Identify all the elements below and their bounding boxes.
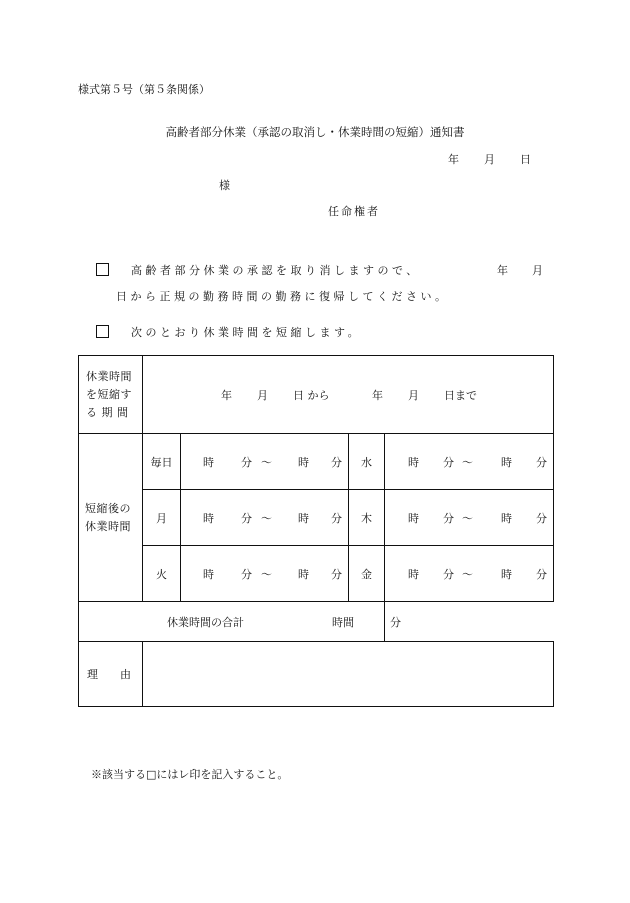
day-label: 火 xyxy=(143,546,181,602)
schedule-row xyxy=(79,490,554,546)
minute-unit: 分 xyxy=(536,455,547,469)
hour-unit: 時 xyxy=(501,567,512,581)
hour-unit: 時 xyxy=(203,511,214,525)
total-hours-unit: 時間 xyxy=(332,615,354,629)
total-label: 休業時間の合計 xyxy=(167,615,244,629)
minute-unit: 分 xyxy=(443,567,454,581)
option2-checkbox[interactable] xyxy=(96,325,109,338)
time-range-field[interactable] xyxy=(181,434,349,490)
hour-unit: 時 xyxy=(408,567,419,581)
date-month: 月 xyxy=(484,153,495,166)
minute-unit: 分 xyxy=(241,511,252,525)
day-label: 水 xyxy=(349,434,385,490)
day-label: 毎日 xyxy=(143,434,181,490)
period-header-line: 休業時間 xyxy=(86,369,132,383)
issue-date xyxy=(448,151,531,167)
date-year: 年 xyxy=(448,153,459,166)
range-tilde: ～ xyxy=(261,511,272,525)
total-minutes-unit: 分 xyxy=(390,615,401,629)
hour-unit: 時 xyxy=(501,511,512,525)
minute-unit: 分 xyxy=(536,567,547,581)
minute-unit: 分 xyxy=(536,511,547,525)
schedule-row xyxy=(79,546,554,602)
option1-text-line2: 日から正規の勤務時間の勤務に復帰してください。 xyxy=(116,290,450,303)
time-range-field[interactable] xyxy=(385,434,554,490)
date-day: 日 xyxy=(520,153,531,166)
range-tilde: ～ xyxy=(462,511,473,525)
form-number: 様式第５号（第５条関係） xyxy=(78,83,210,96)
option1-text: 高齢者部分休業の承認を取り消しますので、 xyxy=(131,264,421,277)
period-header-line: を短縮す xyxy=(86,387,132,401)
period-day-from: 日 から xyxy=(293,388,330,402)
hour-unit: 時 xyxy=(298,567,309,581)
period-header-line: る 期 間 xyxy=(86,405,129,419)
period-field[interactable] xyxy=(143,356,554,434)
hour-unit: 時 xyxy=(501,455,512,469)
period-row xyxy=(79,356,554,434)
period-month-from: 月 xyxy=(257,388,268,402)
addressee-suffix: 様 xyxy=(219,179,230,192)
range-tilde: ～ xyxy=(261,455,272,469)
hour-unit: 時 xyxy=(203,455,214,469)
day-label: 月 xyxy=(143,490,181,546)
schedule-header-line: 短縮後の xyxy=(85,501,131,515)
minute-unit: 分 xyxy=(241,567,252,581)
option1-year: 年 xyxy=(497,264,512,277)
minute-unit: 分 xyxy=(241,455,252,469)
period-day-to: 日まで xyxy=(444,388,477,402)
range-tilde: ～ xyxy=(462,567,473,581)
hour-unit: 時 xyxy=(298,455,309,469)
option2-text: 次のとおり休業時間を短縮します。 xyxy=(131,326,363,339)
schedule-header-line: 休業時間 xyxy=(85,519,131,533)
period-header xyxy=(79,356,143,434)
reason-row xyxy=(79,642,554,707)
reason-field[interactable] xyxy=(143,642,554,707)
range-tilde: ～ xyxy=(462,455,473,469)
schedule-header xyxy=(79,434,143,602)
total-row xyxy=(79,602,554,642)
day-label: 木 xyxy=(349,490,385,546)
period-year-from: 年 xyxy=(221,388,232,402)
hour-unit: 時 xyxy=(408,455,419,469)
time-range-field[interactable] xyxy=(385,546,554,602)
hour-unit: 時 xyxy=(408,511,419,525)
hour-unit: 時 xyxy=(298,511,309,525)
schedule-row xyxy=(79,434,554,490)
period-year-to: 年 xyxy=(372,388,383,402)
time-range-field[interactable] xyxy=(181,546,349,602)
shortening-table xyxy=(78,355,554,707)
minute-unit: 分 xyxy=(331,511,342,525)
document-title: 高齢者部分休業（承認の取消し・休業時間の短縮）通知書 xyxy=(165,125,465,139)
footnote: ※該当する□にはレ印を記入すること。 xyxy=(91,768,289,781)
minute-unit: 分 xyxy=(443,455,454,469)
range-tilde: ～ xyxy=(261,567,272,581)
time-range-field[interactable] xyxy=(181,490,349,546)
minute-unit: 分 xyxy=(331,455,342,469)
reason-header: 理 由 xyxy=(79,642,143,707)
time-range-field[interactable] xyxy=(385,490,554,546)
hour-unit: 時 xyxy=(203,567,214,581)
appointer: 任命権者 xyxy=(328,205,380,218)
period-month-to: 月 xyxy=(408,388,419,402)
option1-month: 月 xyxy=(532,264,547,277)
total-field[interactable] xyxy=(79,602,401,642)
minute-unit: 分 xyxy=(443,511,454,525)
day-label: 金 xyxy=(349,546,385,602)
option1-checkbox[interactable] xyxy=(96,263,109,276)
minute-unit: 分 xyxy=(331,567,342,581)
